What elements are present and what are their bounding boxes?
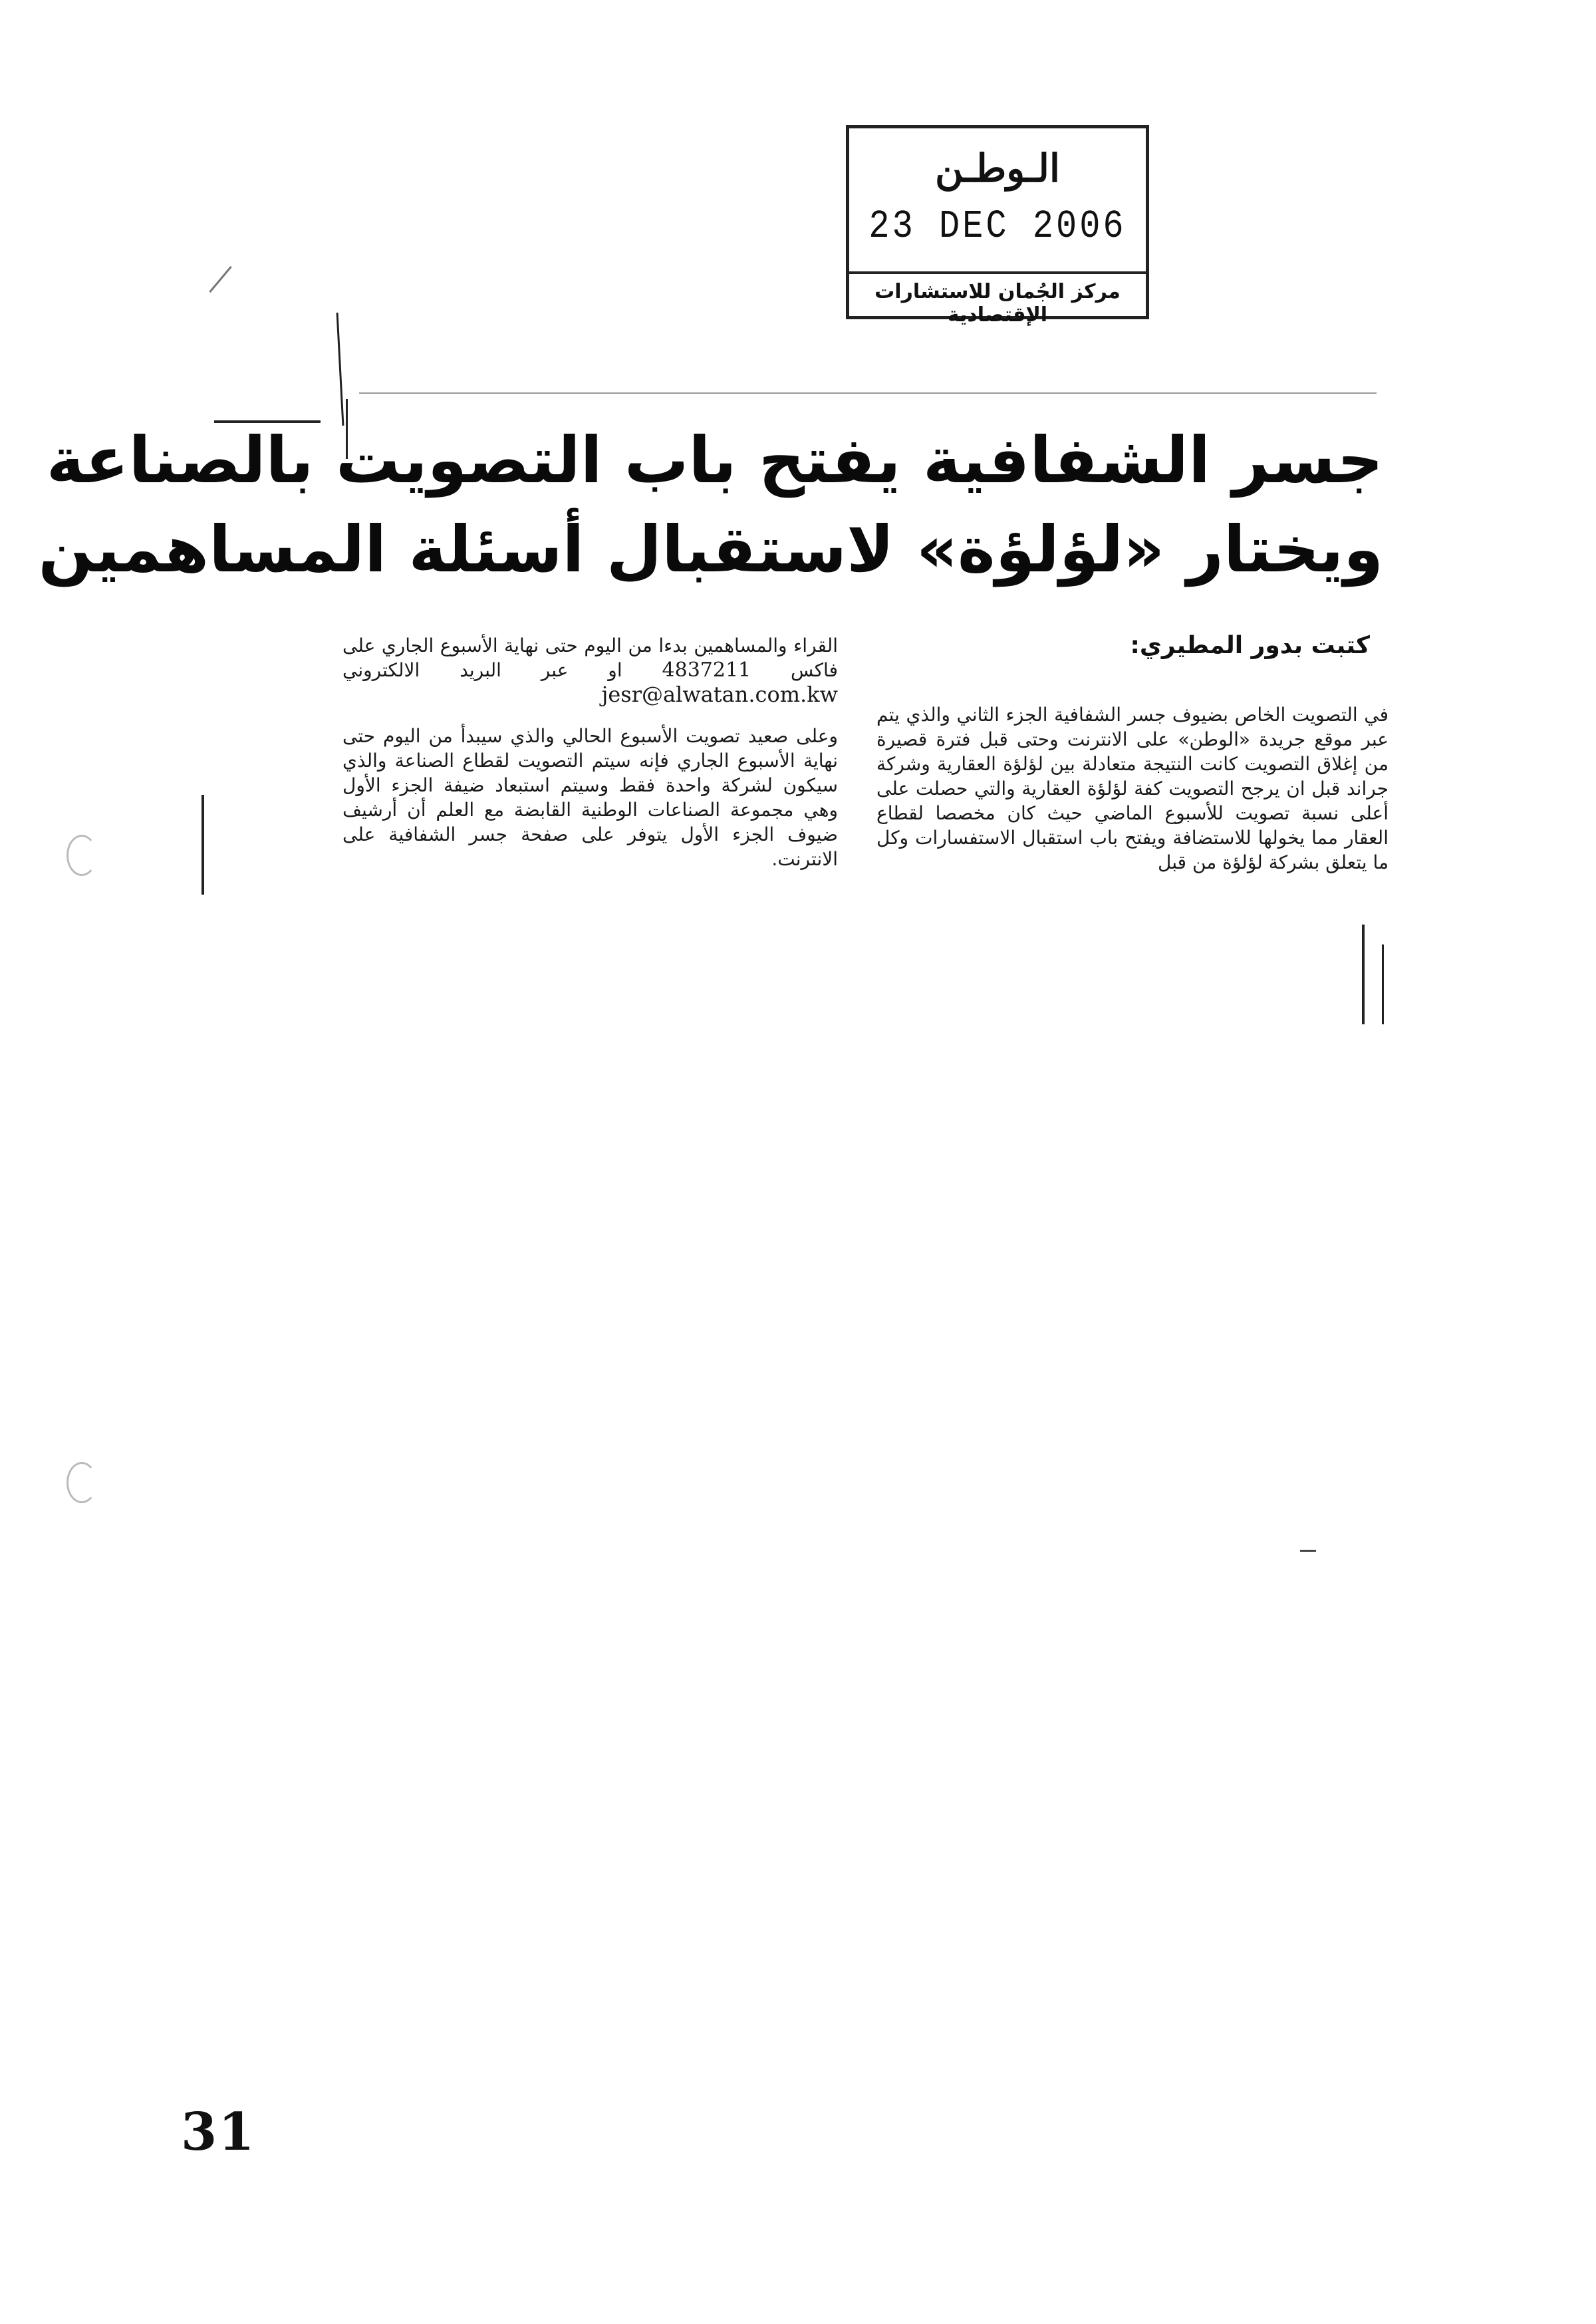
column-rule-top	[359, 392, 1377, 394]
left-column-paragraph-1	[342, 633, 838, 708]
punch-hole-top	[66, 835, 97, 876]
newspaper-date-stamp	[846, 125, 1149, 327]
page-number: 31	[181, 2102, 256, 2162]
article-column-right	[876, 702, 1389, 875]
punch-hole-bottom	[66, 1462, 97, 1503]
stamp-center-name: مركز الجُمان للاستشارات الإقتصادية	[874, 280, 1121, 327]
cut-mark-left-column	[201, 795, 204, 895]
cut-mark-right-bottom-2	[1382, 944, 1384, 1024]
fax-number: 4837211	[662, 658, 751, 682]
article-headline	[38, 416, 1383, 594]
stamp-date: 23 DEC 2006	[868, 204, 1127, 249]
cut-mark-vertical	[336, 313, 344, 426]
cut-mark-right-bottom	[1362, 925, 1365, 1024]
left-column-paragraph-2: وعلى صعيد تصويت الأسبوع الحالي والذي سيبدأ من اليوم حتى نهاية الأسبوع الجاري فإنه سيتم التصويت لقطاع الصناعة والذي سيكون لشركة واحدة فقط وسيتم استبعاد ضيفة الجزء الأول وهي مجموعة الصناعات الوطنية القابضة مع العلم أن أرشيف ضيوف الجزء الأول يتوفر على صفحة جسر الشفافية على الانترنت.	[342, 725, 838, 870]
article-column-left	[342, 633, 838, 871]
headline-line-2: ويختار «لؤلؤة» لاستقبال أسئلة المساهمين	[38, 512, 1383, 587]
stamp-newspaper-name: الـوطـن	[934, 146, 1061, 191]
right-column-text: في التصويت الخاص بضيوف جسر الشفافية الجزء الثاني والذي يتم عبر موقع جريدة «الوطن» على الانترنت وحتى قبل فترة قصيرة من إغلاق التصويت كانت النتيجة متعادلة بين لؤلؤة العقارية وشركة جراند قبل ان يرجح التصويت كفة لؤلؤة العقارية والتي حصلت على أعلى نسبة تصويت للأسبوع الماضي حيث كان مخصصا لقطاع العقار مما يخولها للاستضافة ويفتح باب استقبال الاستفسارات وكل ما يتعلق بشركة لؤلؤة من قبل	[876, 704, 1389, 873]
left-column-p1-mid: او عبر البريد الالكتروني	[342, 659, 622, 681]
stray-mark	[1300, 1550, 1316, 1552]
left-column-p1-start: القراء والمساهمين بدءا من اليوم حتى نهاية الأسبوع الجاري على فاكس	[342, 635, 838, 681]
article-byline: كتبت بدور المطيري:	[1130, 632, 1370, 659]
stamp-divider	[849, 271, 1146, 274]
stray-mark-diagonal	[209, 266, 231, 293]
contact-email: jesr@alwatan.com.kw	[601, 682, 838, 707]
headline-line-1: جسر الشفافية يفتح باب التصويت بالصناعة	[46, 423, 1383, 498]
